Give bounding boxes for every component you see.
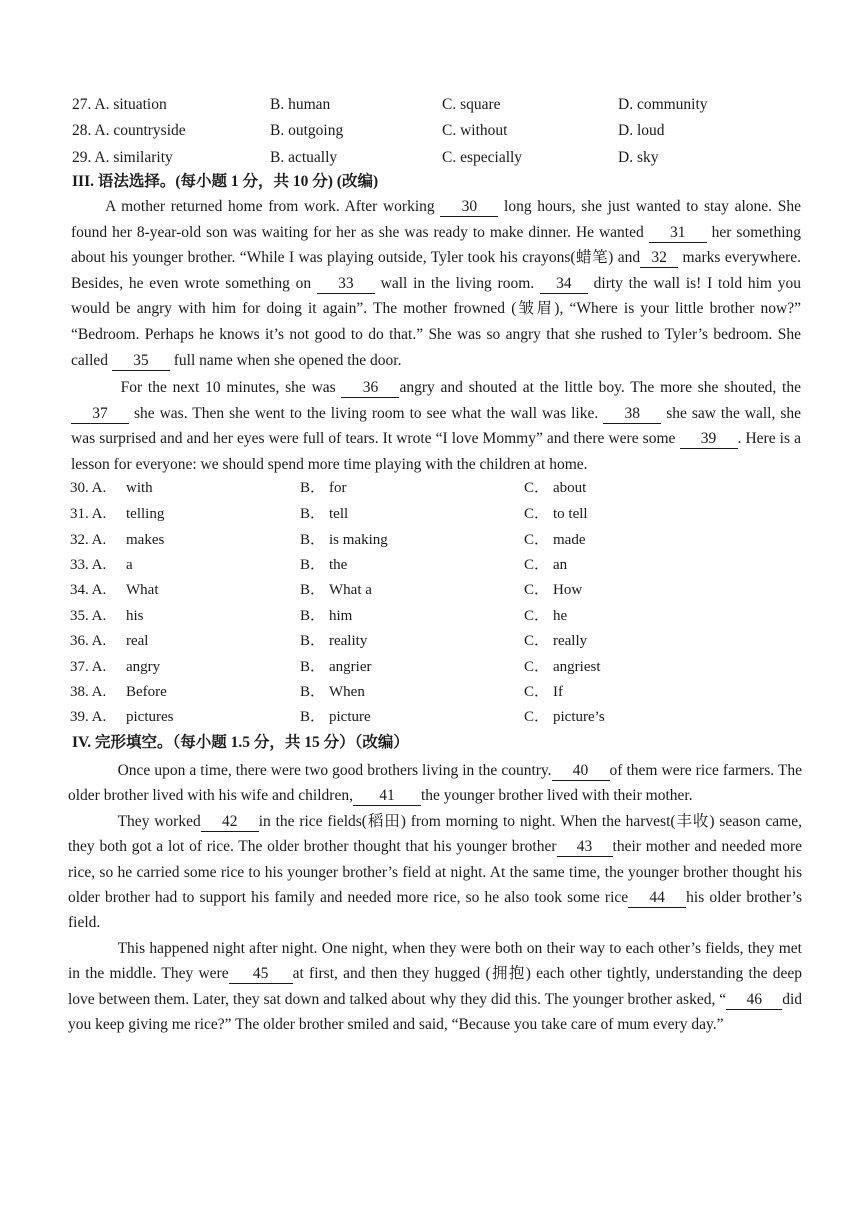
option-b-text: When [329, 684, 365, 700]
passage-paragraph-1: A mother returned home from work. After working 30 long hours, she just wanted to stay alone. She found her 8-year-old son was waiting for her as she was ready to make dinner. He wanted 31 her something about his younger brother. “While I was playing outside, Tyler took his crayons(蜡笔) and 32 marks everywhere. Besides, he even wrote something on 33 wall in the living room. 34 dirty the wall is! I told him you would be angry with him for doing it again”. The mother frowned (皱眉), “Where is your little brother now?” “Bedroom. Perhaps he knows it’s not good to do that.” She was so angry that she rushed to Tyler’s bedroom. She called 35 full name when she opened the door. [71, 198, 802, 369]
section-3-heading: III. 语法选择。(每小题 1 分，共 10 分) (改编) [72, 173, 379, 190]
blank-36: 36 [341, 379, 399, 398]
option-c: C. without [442, 122, 508, 139]
section-4-heading: IV. 完形填空。（每小题 1.5 分，共 15 分）（改编） [72, 734, 409, 751]
passage-paragraph-2: For the next 10 minutes, she was 36 angry and shouted at the little boy. The more she shouted, the 37 she was. Then she went to the living room to see what the wall was like. 38 she saw the wall, she was surprised and and her eyes were full of tears. It wrote “I love Mommy” and there were some 39 . Here is a lesson for everyone: we should spend more time playing with the children at home. [71, 379, 801, 473]
option-a: 29. A. similarity [72, 149, 173, 166]
option-row-32: 32. A. makes B． is making C． made [0, 528, 867, 553]
blank-37: 37 [71, 405, 129, 424]
blank-45: 45 [229, 965, 293, 984]
blank-31: 31 [649, 224, 707, 243]
option-c-text: angriest [553, 659, 601, 675]
option-c: C. especially [442, 149, 523, 166]
cloze-passage [68, 758, 802, 1037]
blank-32: 32 [640, 249, 678, 268]
blank-34: 34 [540, 275, 588, 294]
option-row-36: 36. A. real B． reality C． really [0, 629, 867, 654]
option-c-text: to tell [553, 506, 588, 522]
blank-40: 40 [552, 762, 610, 781]
option-row-34: 34. A. What B． What a C． How [0, 578, 867, 603]
option-a-text: real [126, 633, 149, 649]
option-c-text: How [553, 582, 583, 598]
blank-41: 41 [353, 787, 421, 806]
option-b-text: the [329, 557, 348, 573]
option-b-text: What a [329, 582, 372, 598]
blank-46: 46 [726, 991, 782, 1010]
option-c: C. square [442, 96, 501, 113]
blank-30: 30 [440, 198, 498, 217]
option-row-27 [0, 92, 867, 117]
blank-42: 42 [201, 813, 259, 832]
option-c-text: an [553, 557, 568, 573]
option-a-text: with [126, 480, 153, 496]
cloze-paragraph-2: They worked 42 in the rice fields(稻田) from morning to night. When the harvest(丰收) season came, they both got a lot of rice. The older brother thought that his younger brother 43 their mother and needed more rice, so he carried some rice to his younger brother’s field at night. At the same time, the younger brother thought his older brother had to support his family and needed more rice, so he also took some rice 44 his older brother’s field. [68, 812, 802, 932]
blank-38: 38 [603, 405, 661, 424]
option-row-29 [0, 145, 867, 170]
option-d: D. community [618, 96, 708, 113]
option-b-text: for [329, 480, 347, 496]
option-c-text: about [553, 480, 587, 496]
option-b-text: is making [329, 532, 388, 548]
option-a-text: telling [126, 506, 165, 522]
option-row-38: 38. A. Before B． When C． If [0, 680, 867, 705]
option-row-39: 39. A. pictures B． picture C． picture’s [0, 705, 867, 730]
option-a-text: pictures [126, 709, 174, 725]
option-b-text: angrier [329, 659, 372, 675]
blank-43: 43 [557, 838, 613, 857]
option-a-text: What [126, 582, 159, 598]
option-a-text: angry [126, 659, 161, 675]
option-a: 28. A. countryside [72, 122, 186, 139]
blank-35: 35 [112, 352, 170, 371]
blank-33: 33 [317, 275, 375, 294]
grammar-passage-2 [71, 375, 801, 477]
option-b-text: tell [329, 506, 349, 522]
option-row-35: 35. A. his B． him C． he [0, 604, 867, 629]
option-a-text: his [126, 608, 144, 624]
option-row-37: 37. A. angry B． angrier C． angriest [0, 655, 867, 680]
option-d: D. sky [618, 149, 659, 166]
cloze-paragraph-3: This happened night after night. One night, when they were both on their way to each other’s fields, they met in the middle. They were 45 at first, and then they hugged (拥抱) each other tightly, understanding the deep love between them. Later, they sat down and talked about why they did this. The younger brother asked, “ 46 did you keep giving me rice?” The older brother smiled and said, “Because you take care of mum every day.” [68, 939, 802, 1034]
option-a-text: makes [126, 532, 165, 548]
grammar-passage [71, 194, 801, 373]
option-b: B. human [270, 96, 331, 113]
option-row-31: 31. A. telling B． tell C． to tell [0, 502, 867, 527]
option-b: B. actually [270, 149, 338, 166]
cloze-paragraph-1: Once upon a time, there were two good brothers living in the country. 40 of them were rice farmers. The older brother lived with his wife and children, 41 the younger brother lived with their mother. [68, 762, 802, 805]
blank-39: 39 [680, 430, 738, 449]
option-b: B. outgoing [270, 122, 344, 139]
option-c-text: made [553, 532, 586, 548]
option-c-text: really [553, 633, 588, 649]
blank-44: 44 [628, 889, 686, 908]
option-row-33: 33. A. a B． the C． an [0, 553, 867, 578]
option-b-text: him [329, 608, 353, 624]
option-row-30: 30. A. with B． for C． about [0, 476, 867, 501]
option-a-text: Before [126, 684, 167, 700]
option-c-text: he [553, 608, 568, 624]
option-a: 27. A. situation [72, 96, 167, 113]
option-a-text: a [126, 557, 133, 573]
option-d: D. loud [618, 122, 665, 139]
option-c-text: If [553, 684, 563, 700]
option-b-text: picture [329, 709, 371, 725]
option-c-text: picture’s [553, 709, 605, 725]
option-row-28 [0, 118, 867, 143]
option-b-text: reality [329, 633, 368, 649]
